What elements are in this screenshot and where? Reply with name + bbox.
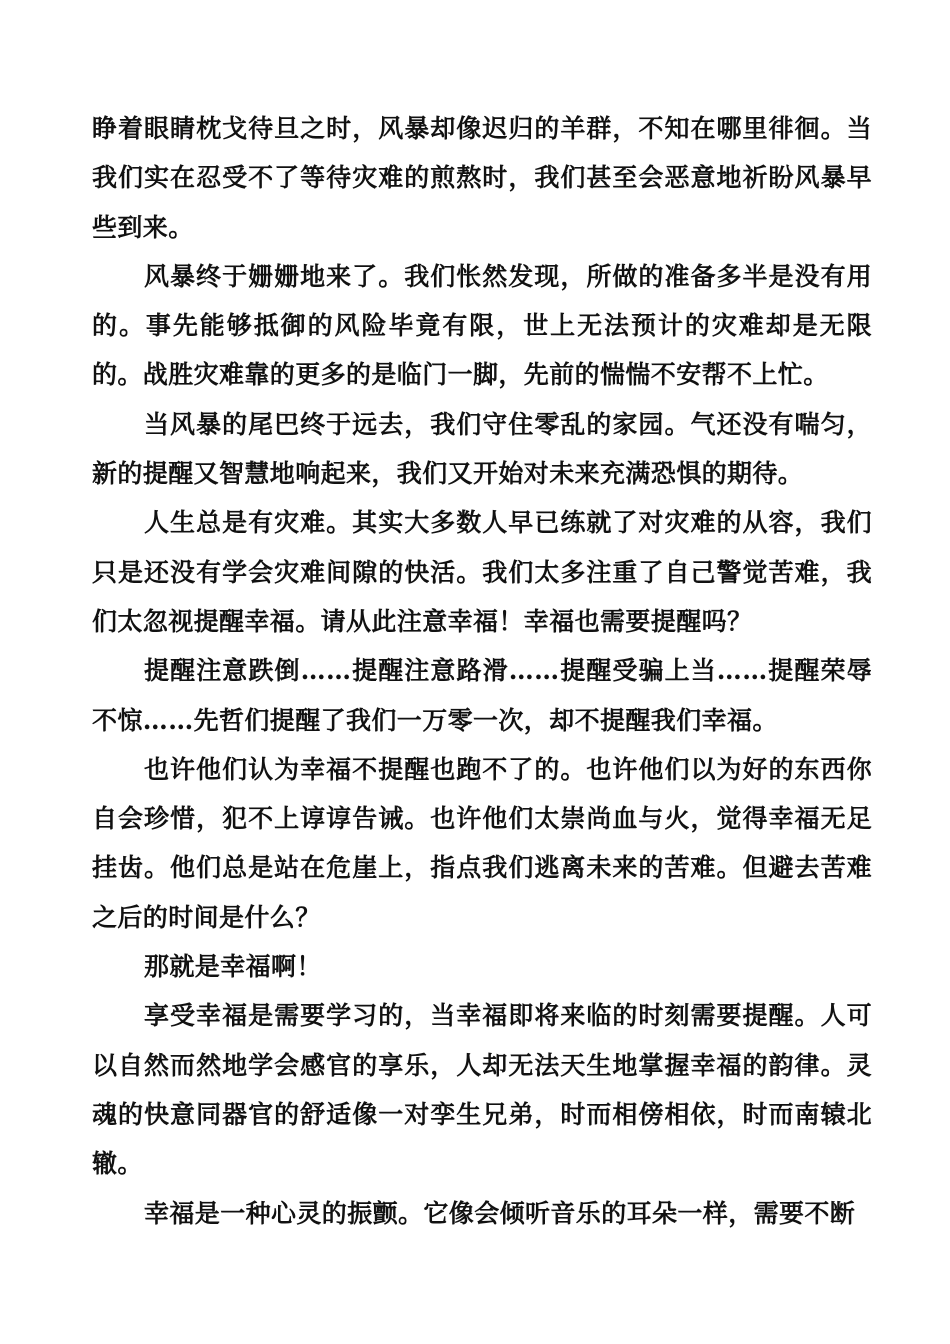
document-body	[92, 104, 872, 1238]
paragraph-4: 人生总是有灾难。其实大多数人早已练就了对灾难的从容，我们只是还没有学会灾难间隙的快活。我们太多注重了自己警觉苦难，我们太忽视提醒幸福。请从此注意幸福！幸福也需要提醒吗？	[92, 508, 872, 636]
paragraph-7: 那就是幸福啊！	[144, 952, 322, 982]
paragraph-9: 幸福是一种心灵的振颤。它像会倾听音乐的耳朵一样，需要不断	[144, 1198, 856, 1228]
paragraph-2: 风暴终于姗姗地来了。我们怅然发现，所做的准备多半是没有用的。事先能够抵御的风险毕竟有限，世上无法预计的灾难却是无限的。战胜灾难靠的更多的是临门一脚，先前的惴惴不安帮不上忙。	[92, 261, 872, 390]
paragraph-1: 睁着眼睛枕戈待旦之时，风暴却像迟归的羊群，不知在哪里徘徊。当我们实在忍受不了等待灾难的煎熬时，我们甚至会恶意地祈盼风暴早些到来。	[92, 114, 872, 242]
paragraph-5: 提醒注意跌倒……提醒注意路滑……提醒受骗上当……提醒荣辱不惊……先哲们提醒了我们一万零一次，却不提醒我们幸福。	[92, 656, 872, 735]
paragraph-3: 当风暴的尾巴终于远去，我们守住零乱的家园。气还没有喘匀，新的提醒又智慧地响起来，我们又开始对未来充满恐惧的期待。	[92, 409, 872, 489]
paragraph-6: 也许他们认为幸福不提醒也跑不了的。也许他们以为好的东西你自会珍惜，犯不上谆谆告诫。也许他们太崇尚血与火，觉得幸福无足挂齿。他们总是站在危崖上，指点我们逃离未来的苦难。但避去苦难之后的时间是什么？	[92, 754, 872, 932]
paragraph-8: 享受幸福是需要学习的，当幸福即将来临的时刻需要提醒。人可以自然而然地学会感官的享乐，人却无法天生地掌握幸福的韵律。灵魂的快意同器官的舒适像一对孪生兄弟，时而相傍相依，时而南辕北辙。	[92, 1001, 872, 1179]
